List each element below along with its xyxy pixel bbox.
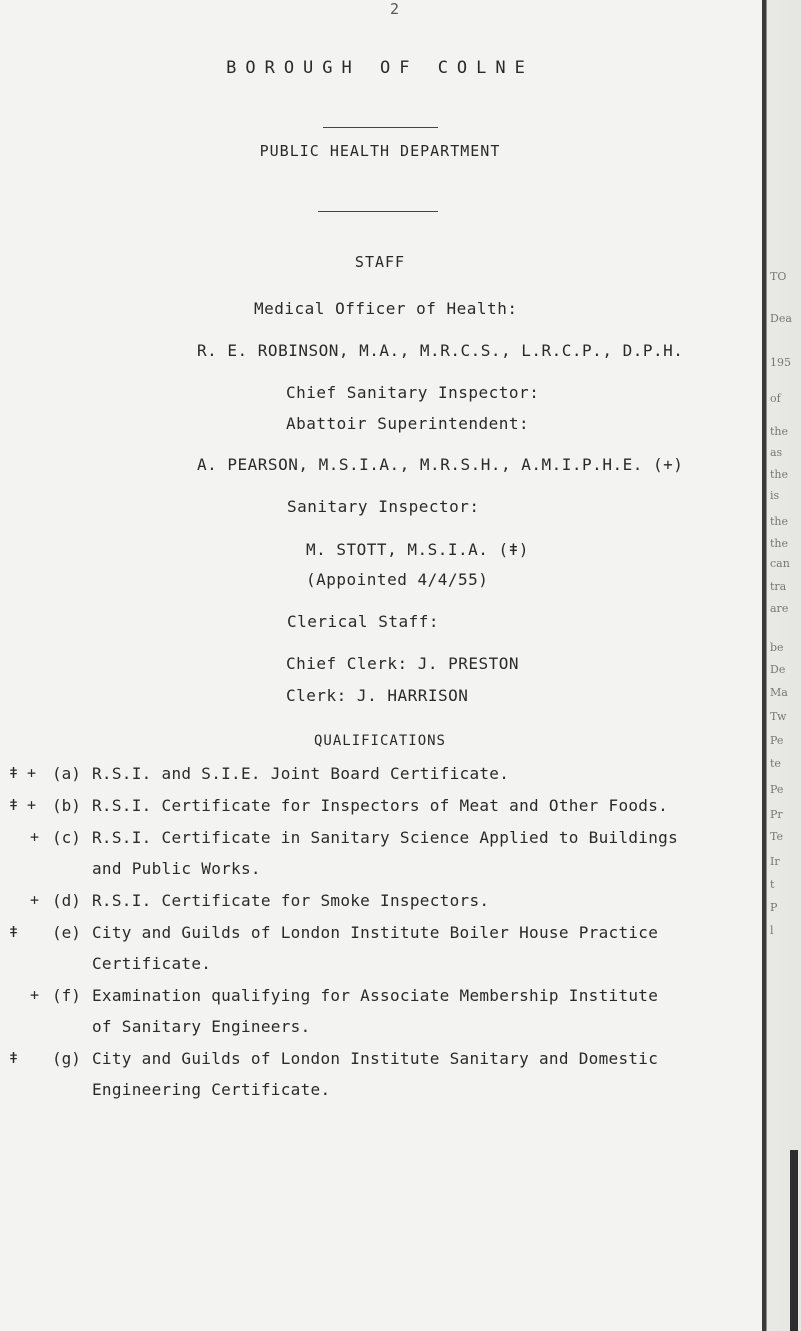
facing-page-fragment: TO [770,270,787,283]
qualification-text: of Sanitary Engineers. [92,1017,311,1036]
facing-page-fragment: the [770,468,789,481]
si-title: Sanitary Inspector: [287,497,480,516]
facing-page-fragment: be [770,641,784,654]
moh-name: R. E. ROBINSON, M.A., M.R.C.S., L.R.C.P., D.P.H. [197,341,684,360]
moh-title: Medical Officer of Health: [254,299,518,318]
facing-page-fragment: as [770,446,783,459]
qualification-marks: ǂ [9,923,19,941]
clerk: Clerk: J. HARRISON [286,686,469,705]
qualification-text: Examination qualifying for Associate Membership Institute [92,986,659,1005]
qualification-text: and Public Works. [92,859,261,878]
qualification-marks: + [30,891,40,909]
qualification-letter: (e) [52,923,81,942]
qualification-letter: (a) [52,764,81,783]
chief-clerk: Chief Clerk: J. PRESTON [286,654,520,673]
clerical-title: Clerical Staff: [287,612,439,631]
qualification-letter: (d) [52,891,81,910]
facing-page-fragment: t [770,878,775,891]
qualification-marks: + [30,828,40,846]
facing-page-fragment: the [770,537,789,550]
facing-page-fragment: are [770,602,789,615]
borough-heading: BOROUGH OF COLNE [226,58,534,78]
qualification-text: R.S.I. and S.I.E. Joint Board Certificate. [92,764,510,783]
section-rule [318,211,438,212]
facing-page-fragment: Te [770,830,783,843]
qualification-text: R.S.I. Certificate in Sanitary Science Applied to Buildings [92,828,679,847]
qualification-marks: ǂ + [9,796,37,814]
si-appointed: (Appointed 4/4/55) [306,570,489,589]
qualification-letter: (b) [52,796,81,815]
facing-page-fragment: Pe [770,734,784,747]
facing-page-fragment: 195 [770,356,791,369]
facing-page-fragment: the [770,425,789,438]
facing-page-fragment: P [770,901,778,914]
facing-page-fragment: Ir [770,855,780,868]
qualification-marks: + [30,986,40,1004]
facing-page-fragment: Tw [770,710,787,723]
facing-page-fragment: l [770,924,774,937]
csi-title: Chief Sanitary Inspector: [286,383,540,402]
facing-page-fragment: te [770,757,781,770]
qualifications-heading: QUALIFICATIONS [313,733,446,749]
department-heading: PUBLIC HEALTH DEPARTMENT [259,142,501,160]
facing-page-fragment: can [770,557,790,570]
qualification-text: City and Guilds of London Institute Sanitary and Domestic [92,1049,659,1068]
qualification-text: R.S.I. Certificate for Smoke Inspectors. [92,891,490,910]
facing-page-fragment: Dea [770,312,792,325]
page-number: 2 [390,0,400,18]
qualification-letter: (c) [52,828,81,847]
csi-name: A. PEARSON, M.S.I.A., M.R.S.H., A.M.I.P.H.E. (+) [197,455,684,474]
qualification-letter: (f) [52,986,81,1005]
qualification-text: Certificate. [92,954,212,973]
qualification-text: City and Guilds of London Institute Boiler House Practice [92,923,659,942]
facing-page-fragment: Pr [770,808,783,821]
heading-rule [323,127,438,128]
qualification-marks: ǂ [9,1049,19,1067]
abattoir-title: Abattoir Superintendent: [286,414,530,433]
binding-shadow [790,1150,798,1331]
facing-page-fragment: the [770,515,789,528]
qualification-text: R.S.I. Certificate for Inspectors of Meat and Other Foods. [92,796,669,815]
facing-page-fragment: is [770,489,780,502]
facing-page-fragment: Ma [770,686,788,699]
facing-page-fragment: of [770,392,781,405]
facing-page-fragment: De [770,663,786,676]
facing-page-fragment: Pe [770,783,784,796]
qualification-letter: (g) [52,1049,81,1068]
facing-page-fragment: tra [770,580,787,593]
qualification-text: Engineering Certificate. [92,1080,331,1099]
qualification-marks: ǂ + [9,764,37,782]
si-name: M. STOTT, M.S.I.A. (ǂ) [306,540,529,559]
staff-heading: STAFF [354,253,406,271]
